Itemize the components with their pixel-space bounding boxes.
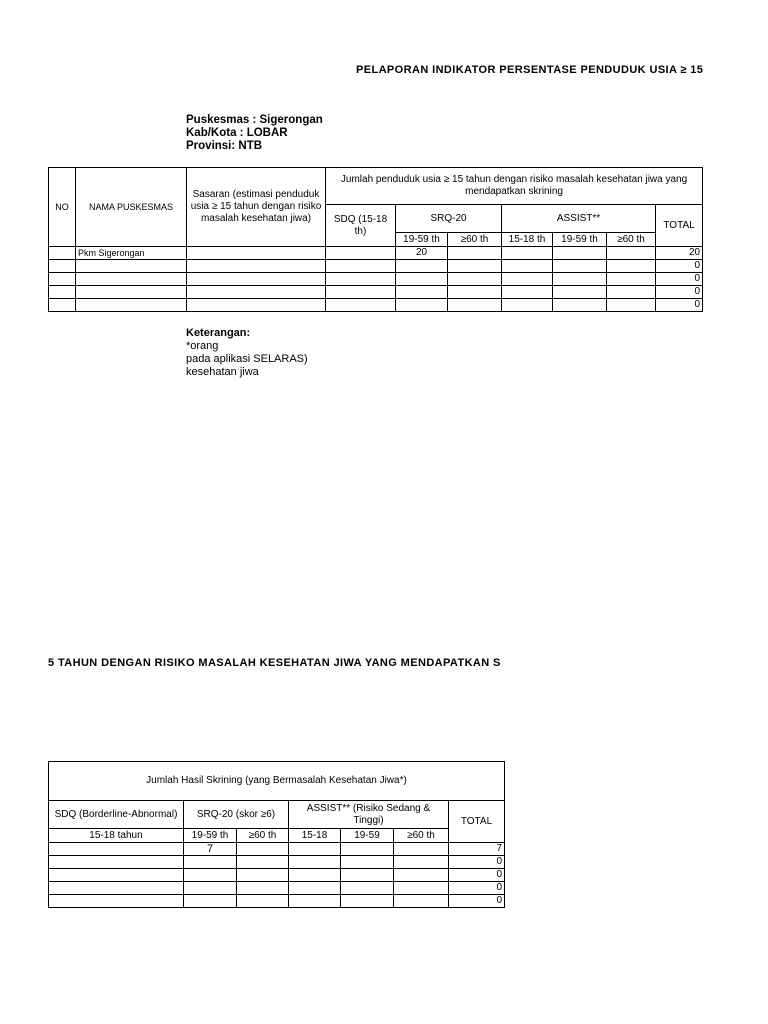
cell-assist-19-59 bbox=[553, 286, 607, 299]
cell-sdq bbox=[49, 843, 184, 856]
cell-srq-19-59 bbox=[396, 260, 448, 273]
cell-srq-19-59 bbox=[396, 299, 448, 312]
header-assist: ASSIST** (Risiko Sedang & Tinggi) bbox=[289, 801, 449, 829]
cell-total: 7 bbox=[449, 843, 505, 856]
cell-srq-60 bbox=[237, 895, 289, 908]
header-jumlah-hasil: Jumlah Hasil Skrining (yang Bermasalah Kesehatan Jiwa*) bbox=[49, 762, 505, 801]
cell-total: 0 bbox=[656, 286, 703, 299]
cell-assist-19-59 bbox=[341, 843, 394, 856]
cell-assist-19-59 bbox=[553, 260, 607, 273]
cell-assist-15-18 bbox=[289, 882, 341, 895]
cell-srq-19-59: 20 bbox=[396, 247, 448, 260]
table-row bbox=[49, 286, 703, 299]
header-sdq: SDQ (15-18 th) bbox=[326, 205, 396, 247]
cell-assist-60 bbox=[394, 895, 449, 908]
cell-no bbox=[49, 247, 76, 260]
cell-total: 0 bbox=[656, 260, 703, 273]
table-row bbox=[49, 843, 505, 856]
cell-assist-19-59 bbox=[341, 895, 394, 908]
cell-no bbox=[49, 273, 76, 286]
cell-assist-15-18 bbox=[289, 856, 341, 869]
header-assist-60: ≥60 th bbox=[607, 233, 656, 247]
cell-assist-60 bbox=[394, 843, 449, 856]
cell-sasaran bbox=[187, 247, 326, 260]
table-row bbox=[49, 273, 703, 286]
header-srq-19-59: 19-59 th bbox=[396, 233, 448, 247]
cell-no bbox=[49, 286, 76, 299]
cell-total: 0 bbox=[449, 856, 505, 869]
puskesmas-label: Puskesmas : Sigerongan bbox=[186, 114, 323, 126]
cell-srq-19-59 bbox=[184, 895, 237, 908]
header-assist-19-59: 19-59 th bbox=[553, 233, 607, 247]
cell-assist-15-18 bbox=[502, 273, 553, 286]
cell-assist-15-18 bbox=[502, 286, 553, 299]
cell-srq-60 bbox=[237, 869, 289, 882]
cell-srq-60 bbox=[448, 286, 502, 299]
header-srq-19-59: 19-59 th bbox=[184, 829, 237, 843]
cell-sdq bbox=[326, 286, 396, 299]
cell-assist-60 bbox=[394, 869, 449, 882]
cell-sdq bbox=[326, 247, 396, 260]
table-row bbox=[49, 869, 505, 882]
cell-srq-60 bbox=[448, 247, 502, 260]
cell-assist-15-18 bbox=[502, 260, 553, 273]
cell-total: 0 bbox=[449, 869, 505, 882]
header-sdq-age: 15-18 tahun bbox=[49, 829, 184, 843]
cell-sdq bbox=[49, 869, 184, 882]
header-total: TOTAL bbox=[449, 801, 505, 843]
header-assist-60: ≥60 th bbox=[394, 829, 449, 843]
kabkota-label: Kab/Kota : LOBAR bbox=[186, 127, 288, 139]
cell-assist-19-59 bbox=[341, 869, 394, 882]
cell-assist-60 bbox=[394, 856, 449, 869]
cell-sasaran bbox=[187, 299, 326, 312]
header-nama-puskesmas: NAMA PUSKESMAS bbox=[76, 168, 187, 247]
cell-no bbox=[49, 299, 76, 312]
cell-assist-15-18 bbox=[502, 247, 553, 260]
cell-total: 20 bbox=[656, 247, 703, 260]
report-title: PELAPORAN INDIKATOR PERSENTASE PENDUDUK USIA ≥ 15 bbox=[356, 64, 704, 76]
header-total: TOTAL bbox=[656, 205, 703, 247]
table-row bbox=[49, 260, 703, 273]
header-srq20: SRQ-20 bbox=[396, 205, 502, 233]
cell-assist-19-59 bbox=[553, 273, 607, 286]
cell-srq-60 bbox=[448, 299, 502, 312]
cell-no bbox=[49, 260, 76, 273]
table-row bbox=[49, 895, 505, 908]
header-srq-60: ≥60 th bbox=[237, 829, 289, 843]
header-sasaran: Sasaran (estimasi penduduk usia ≥ 15 tahun dengan risiko masalah kesehatan jiwa) bbox=[187, 168, 326, 247]
cell-assist-19-59 bbox=[341, 856, 394, 869]
screening-report-table bbox=[48, 167, 703, 312]
facility-info bbox=[186, 114, 323, 153]
header-no: NO bbox=[49, 168, 76, 247]
cell-total: 0 bbox=[449, 895, 505, 908]
notes-line: kesehatan jiwa bbox=[186, 366, 259, 378]
notes-line: *orang bbox=[186, 340, 219, 352]
cell-srq-19-59 bbox=[184, 869, 237, 882]
table-row bbox=[49, 247, 703, 260]
header-assist: ASSIST** bbox=[502, 205, 656, 233]
cell-sdq bbox=[326, 299, 396, 312]
cell-srq-19-59 bbox=[184, 856, 237, 869]
cell-sdq bbox=[326, 273, 396, 286]
cell-total: 0 bbox=[656, 299, 703, 312]
header-assist-15-18: 15-18 bbox=[289, 829, 341, 843]
cell-assist-60 bbox=[607, 286, 656, 299]
cell-srq-60 bbox=[448, 260, 502, 273]
cell-srq-60 bbox=[237, 882, 289, 895]
cell-srq-60 bbox=[237, 843, 289, 856]
cell-srq-19-59 bbox=[184, 882, 237, 895]
cell-nama bbox=[76, 286, 187, 299]
cell-srq-19-59 bbox=[396, 286, 448, 299]
cell-assist-60 bbox=[607, 247, 656, 260]
notes-line: pada aplikasi SELARAS) bbox=[186, 353, 308, 365]
cell-assist-15-18 bbox=[289, 869, 341, 882]
provinsi-label: Provinsi: NTB bbox=[186, 140, 263, 152]
cell-assist-60 bbox=[394, 882, 449, 895]
cell-nama: Pkm Sigerongan bbox=[76, 247, 187, 260]
cell-assist-60 bbox=[607, 299, 656, 312]
screening-result-table bbox=[48, 761, 505, 908]
cell-assist-60 bbox=[607, 273, 656, 286]
notes-block bbox=[186, 327, 308, 379]
cell-sasaran bbox=[187, 260, 326, 273]
cell-sasaran bbox=[187, 286, 326, 299]
notes-heading: Keterangan: bbox=[186, 327, 251, 339]
table-row bbox=[49, 856, 505, 869]
cell-total: 0 bbox=[656, 273, 703, 286]
cell-srq-60 bbox=[448, 273, 502, 286]
header-sdq: SDQ (Borderline-Abnormal) bbox=[49, 801, 184, 829]
header-srq-60: ≥60 th bbox=[448, 233, 502, 247]
cell-assist-19-59 bbox=[553, 247, 607, 260]
header-assist-15-18: 15-18 th bbox=[502, 233, 553, 247]
header-srq20: SRQ-20 (skor ≥6) bbox=[184, 801, 289, 829]
cell-assist-60 bbox=[607, 260, 656, 273]
cell-sdq bbox=[326, 260, 396, 273]
header-assist-19-59: 19-59 bbox=[341, 829, 394, 843]
cell-total: 0 bbox=[449, 882, 505, 895]
cell-sdq bbox=[49, 856, 184, 869]
cell-assist-15-18 bbox=[502, 299, 553, 312]
cell-nama bbox=[76, 299, 187, 312]
cell-nama bbox=[76, 260, 187, 273]
cell-srq-60 bbox=[237, 856, 289, 869]
report-title-continued: 5 TAHUN DENGAN RISIKO MASALAH KESEHATAN JIWA YANG MENDAPATKAN S bbox=[48, 657, 501, 669]
cell-assist-15-18 bbox=[289, 843, 341, 856]
table-row bbox=[49, 299, 703, 312]
cell-assist-19-59 bbox=[553, 299, 607, 312]
cell-sdq bbox=[49, 882, 184, 895]
table-row bbox=[49, 882, 505, 895]
cell-assist-15-18 bbox=[289, 895, 341, 908]
cell-assist-19-59 bbox=[341, 882, 394, 895]
cell-sdq bbox=[49, 895, 184, 908]
header-jumlah-skrining: Jumlah penduduk usia ≥ 15 tahun dengan risiko masalah kesehatan jiwa yang mendapatkan skrining bbox=[326, 168, 703, 205]
cell-srq-19-59 bbox=[396, 273, 448, 286]
cell-sasaran bbox=[187, 273, 326, 286]
cell-nama bbox=[76, 273, 187, 286]
cell-srq-19-59: 7 bbox=[184, 843, 237, 856]
